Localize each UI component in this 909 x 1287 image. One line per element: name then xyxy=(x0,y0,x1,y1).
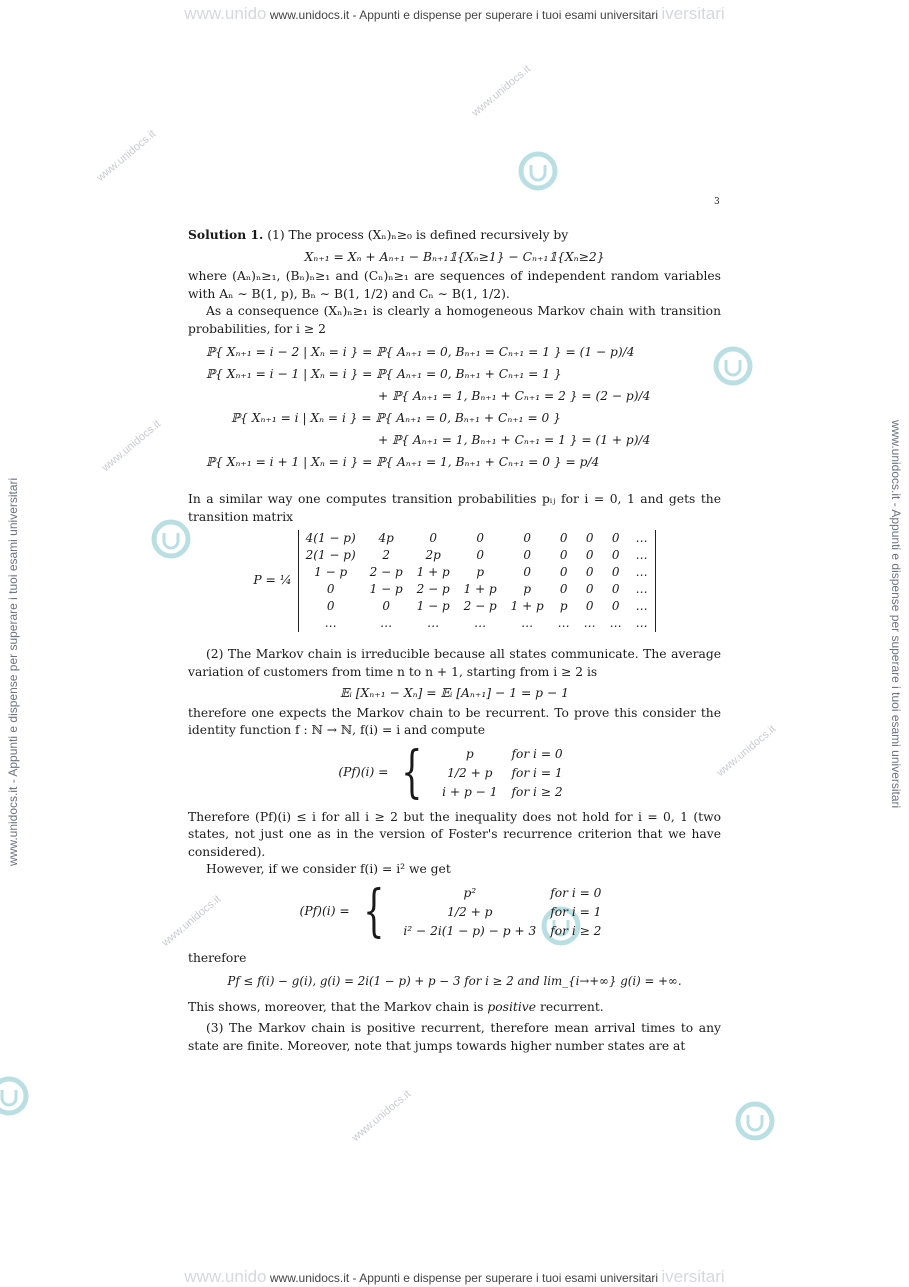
banner-ghost-left: www.unido xyxy=(184,4,267,23)
case-condition: for i = 0 xyxy=(550,885,602,900)
matrix-cell: 4p xyxy=(378,531,394,545)
matrix-cell: 0 xyxy=(611,531,620,545)
matrix-cell: 0 xyxy=(523,548,531,562)
matrix-cell: … xyxy=(474,616,487,630)
matrix-cell: … xyxy=(324,616,337,630)
case-value: p xyxy=(465,746,474,761)
matrix-cell: 0 xyxy=(326,582,335,596)
matrix-cell: 0 xyxy=(585,548,594,562)
matrix-prefix: P = ¼ xyxy=(253,573,292,588)
matrix-cell: 1 + p xyxy=(416,565,450,579)
matrix-cell: … xyxy=(635,565,648,579)
top-banner[interactable] xyxy=(0,4,909,24)
unidocs-logo-icon xyxy=(150,518,192,560)
matrix-cell: 0 xyxy=(559,548,568,562)
case-condition: for i ≥ 2 xyxy=(511,784,563,799)
matrix-cell: 0 xyxy=(559,565,568,579)
matrix-row xyxy=(298,598,655,615)
therefore-word: therefore xyxy=(188,950,247,965)
diagonal-watermark: www.unidocs.it xyxy=(94,128,159,184)
matrix-cell: … xyxy=(557,616,570,630)
banner-ghost-right: iversitari xyxy=(661,1267,725,1286)
diagonal-watermark: www.unidocs.it xyxy=(159,893,224,949)
matrix-cell: … xyxy=(635,616,648,630)
matrix-cell: 1 − p xyxy=(314,565,348,579)
matrix-cell: 4(1 − p) xyxy=(305,531,356,545)
matrix-cell: 1 + p xyxy=(510,599,544,613)
positive-emphasis: positive xyxy=(487,999,537,1014)
matrix-cell: 2 − p xyxy=(463,599,497,613)
unidocs-logo-icon xyxy=(734,1100,776,1142)
banner-ghost-right: iversitari xyxy=(661,4,725,23)
part3-paragraph: (3) The Markov chain is positive recurrent, therefore mean arrival times to any state are finite. Moreover, note that jumps towards higher number states are at xyxy=(188,1021,721,1053)
diagonal-watermark: www.unidocs.it xyxy=(469,63,534,119)
matrix-row xyxy=(298,564,655,581)
case-condition: for i ≥ 2 xyxy=(550,923,602,938)
solution-heading: Solution 1. xyxy=(188,227,264,242)
however-paragraph: However, if we consider f(i) = i² we get xyxy=(206,862,451,876)
matrix-cell: 0 xyxy=(559,582,568,596)
matrix-cell: 0 xyxy=(476,548,484,562)
pf-lhs: (Pf)(i) = xyxy=(338,765,389,780)
transition-eq: ℙ{ Xₙ₊₁ = i − 2 | Xₙ = i } = ℙ{ Aₙ₊₁ = 0, Bₙ₊₁ = Cₙ₊₁ = 1 } = (1 − p)/4 xyxy=(206,345,635,359)
case-value: 1/2 + p xyxy=(447,765,493,780)
matrix-row xyxy=(298,581,655,598)
matrix-cell: 0 xyxy=(611,582,620,596)
matrix-cell: … xyxy=(635,531,648,545)
random-variables-paragraph: where (Aₙ)ₙ≥₁, (Bₙ)ₙ≥₁ and (Cₙ)ₙ≥₁ are sequences of independent random variables with Aₙ ∼ B(1, p), Bₙ ∼ B(1, 1/2) and Cₙ ∼ B(1, 1/2). xyxy=(188,269,721,301)
matrix-table xyxy=(298,530,656,632)
pf-identity-cases xyxy=(188,740,721,805)
matrix-cell: 0 xyxy=(611,565,620,579)
matrix-cell: 0 xyxy=(326,599,335,613)
case-condition: for i = 0 xyxy=(511,746,563,761)
transition-eq: + ℙ{ Aₙ₊₁ = 1, Bₙ₊₁ + Cₙ₊₁ = 1 } = (1 + p)/4 xyxy=(378,433,651,447)
matrix-cell: … xyxy=(635,548,648,562)
expectation-equation: 𝔼ᵢ [Xₙ₊₁ − Xₙ] = 𝔼ᵢ [Aₙ₊₁] − 1 = p − 1 xyxy=(339,686,569,700)
matrix-cell: … xyxy=(427,616,440,630)
page-number: 3 xyxy=(714,197,720,207)
transition-eq: ℙ{ Xₙ₊₁ = i − 1 | Xₙ = i } = ℙ{ Aₙ₊₁ = 0, Bₙ₊₁ + Cₙ₊₁ = 1 } xyxy=(206,367,562,381)
transition-eq: ℙ{ Xₙ₊₁ = i | Xₙ = i } = ℙ{ Aₙ₊₁ = 0, Bₙ₊₁ + Cₙ₊₁ = 0 } xyxy=(231,411,561,425)
bottom-banner[interactable] xyxy=(0,1267,909,1287)
case-value: i + p − 1 xyxy=(442,784,498,799)
matrix-cell: 0 xyxy=(585,599,594,613)
solution-intro xyxy=(188,226,721,245)
case-value: 1/2 + p xyxy=(447,904,493,919)
pf-lhs: (Pf)(i) = xyxy=(299,904,350,919)
matrix-cell: … xyxy=(609,616,622,630)
matrix-cell: 2 − p xyxy=(369,565,403,579)
solution-content xyxy=(188,226,721,1055)
matrix-cell: 1 + p xyxy=(463,582,497,596)
shows-text: This shows, moreover, that the Markov chain is xyxy=(188,999,488,1014)
shows-text-end: recurrent. xyxy=(536,999,604,1014)
transition-eq: + ℙ{ Aₙ₊₁ = 1, Bₙ₊₁ + Cₙ₊₁ = 2 } = (2 − p)/4 xyxy=(378,389,651,403)
matrix-cell: 0 xyxy=(585,531,594,545)
matrix-cell: 0 xyxy=(585,582,594,596)
part1-intro: (1) The process (Xₙ)ₙ≥₀ is defined recursively by xyxy=(267,228,569,242)
matrix-cell: 0 xyxy=(429,531,437,545)
right-side-text: www.unidocs.it - Appunti e dispense per superare i tuoi esami universitari xyxy=(889,420,903,809)
banner-text[interactable]: www.unidocs.it - Appunti e dispense per superare i tuoi esami universitari xyxy=(269,8,659,22)
diagonal-watermark: www.unidocs.it xyxy=(99,418,164,474)
matrix-cell: p xyxy=(476,565,484,579)
matrix-row xyxy=(298,615,655,632)
matrix-cell: 0 xyxy=(523,565,531,579)
matrix-cell: … xyxy=(583,616,596,630)
matrix-cell: 0 xyxy=(585,565,594,579)
matrix-cell: 2p xyxy=(425,548,441,562)
matrix-cell: 0 xyxy=(611,599,620,613)
foster-equation: Pf ≤ f(i) − g(i), g(i) = 2i(1 − p) + p − 3 for i ≥ 2 and lim_{i→+∞} g(i) = +∞. xyxy=(227,974,682,988)
similar-paragraph: In a similar way one computes transition probabilities pᵢⱼ for i = 0, 1 and gets the transition matrix xyxy=(188,492,721,524)
matrix-cell: 1 − p xyxy=(369,582,403,596)
cases-table xyxy=(395,883,609,942)
matrix-cell: 0 xyxy=(611,548,620,562)
diagonal-watermark: www.unidocs.it xyxy=(349,1088,414,1144)
banner-text[interactable]: www.unidocs.it - Appunti e dispense per superare i tuoi esami universitari xyxy=(269,1271,659,1285)
brace-icon: { xyxy=(362,879,385,944)
matrix-cell: … xyxy=(380,616,393,630)
matrix-cell: 1 − p xyxy=(416,599,450,613)
matrix-cell: 0 xyxy=(523,531,531,545)
matrix-cell: … xyxy=(635,582,648,596)
matrix-cell: p xyxy=(523,582,531,596)
matrix-cell: 2(1 − p) xyxy=(305,548,356,562)
case-condition: for i = 1 xyxy=(550,904,602,919)
matrix-cell: p xyxy=(559,599,568,613)
case-value: p² xyxy=(463,885,477,900)
recurrent-paragraph: therefore one expects the Markov chain to be recurrent. To prove this consider the identity function f : ℕ → ℕ, f(i) = i and compute xyxy=(188,705,721,737)
left-side-text: www.unidocs.it - Appunti e dispense per superare i tuoi esami universitari xyxy=(6,477,20,866)
transition-equations xyxy=(188,341,721,473)
matrix-cell: 0 xyxy=(559,531,568,545)
matrix-cell: 0 xyxy=(382,599,390,613)
part2-paragraph: (2) The Markov chain is irreducible because all states communicate. The average variation of customers from time n to n + 1, starting from i ≥ 2 is xyxy=(188,647,721,679)
therefore-paragraph: Therefore (Pf)(i) ≤ i for all i ≥ 2 but the inequality does not hold for i = 0, 1 (two states, not just one as in the version of Foster's recurrence criterion that we have considered). xyxy=(188,809,721,859)
matrix-row xyxy=(298,547,655,564)
transition-matrix xyxy=(188,530,721,632)
markov-chain-paragraph: As a consequence (Xₙ)ₙ≥₁ is clearly a homogeneous Markov chain with transition probabilities, for i ≥ 2 xyxy=(188,304,721,336)
matrix-cell: … xyxy=(635,599,648,613)
recursion-equation: Xₙ₊₁ = Xₙ + Aₙ₊₁ − Bₙ₊₁𝟙{Xₙ≥1} − Cₙ₊₁𝟙{Xₙ≥2} xyxy=(304,249,605,264)
matrix-row xyxy=(298,530,655,547)
case-value: i² − 2i(1 − p) − p + 3 xyxy=(403,923,537,938)
positive-recurrent-paragraph xyxy=(188,999,721,1017)
unidocs-logo-icon xyxy=(517,150,559,192)
matrix-cell: … xyxy=(521,616,534,630)
matrix-cell: 2 xyxy=(382,548,390,562)
matrix-cell: 0 xyxy=(476,531,484,545)
brace-icon: { xyxy=(401,740,423,805)
unidocs-logo-icon xyxy=(0,1075,30,1117)
case-condition: for i = 1 xyxy=(511,765,563,780)
matrix-cell: 2 − p xyxy=(416,582,450,596)
diagonal-watermark: www.unidocs.it xyxy=(714,723,779,779)
transition-eq: ℙ{ Xₙ₊₁ = i + 1 | Xₙ = i } = ℙ{ Aₙ₊₁ = 1, Bₙ₊₁ + Cₙ₊₁ = 0 } = p/4 xyxy=(206,455,600,469)
cases-table xyxy=(434,744,571,803)
banner-ghost-left: www.unido xyxy=(184,1267,267,1286)
